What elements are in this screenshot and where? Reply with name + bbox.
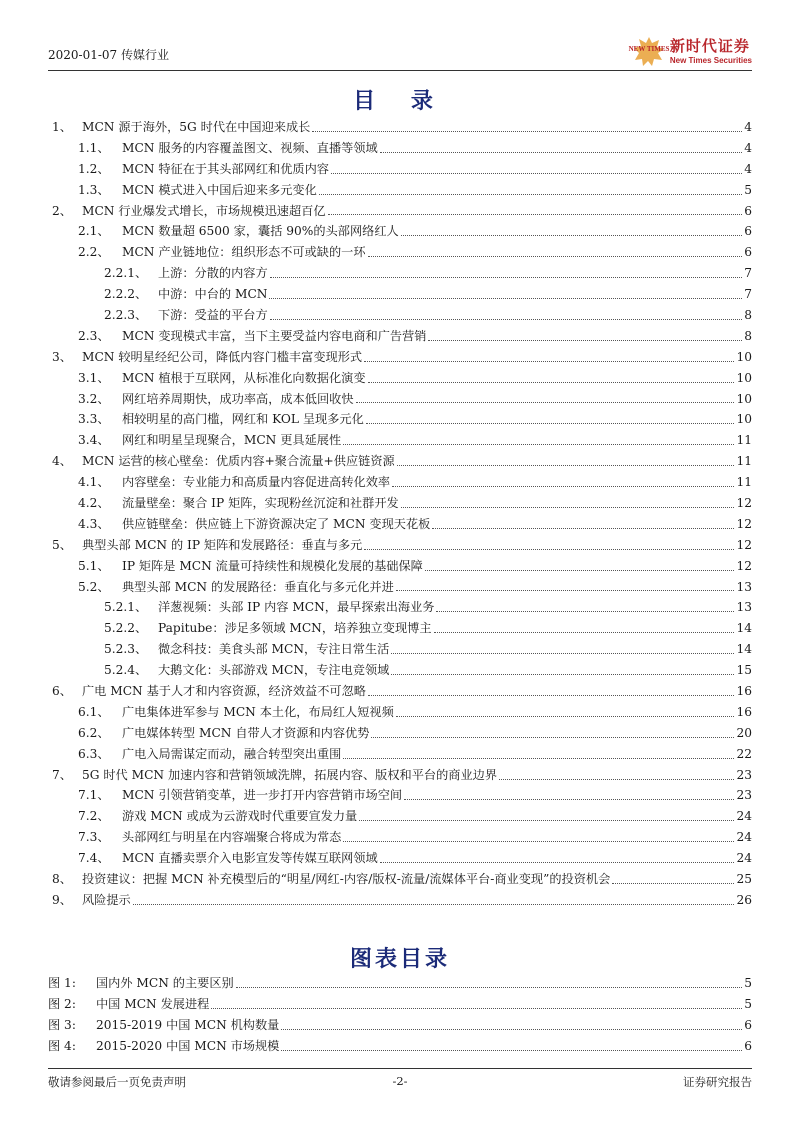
figure-entry[interactable] xyxy=(48,1036,752,1057)
toc-entry-text: 流量壁垒：聚合 IP 矩阵，实现粉丝沉淀和社群开发 xyxy=(122,496,399,511)
toc-entry-number: 3.4、 xyxy=(78,433,110,448)
page-footer xyxy=(48,1074,752,1090)
toc-entry[interactable] xyxy=(48,577,752,598)
toc-entry-text: 上游：分散的内容方 xyxy=(158,266,268,281)
toc-entry-number: 5、 xyxy=(52,537,72,552)
toc-entry-page: 10 xyxy=(736,370,752,385)
toc-entry-page: 10 xyxy=(736,412,752,427)
toc-entry-text: MCN 运营的核心壁垒：优质内容+聚合流量+供应链资源 xyxy=(82,454,395,469)
footer-divider xyxy=(48,1068,752,1069)
toc-entry[interactable] xyxy=(48,827,752,848)
toc-entry-text: 微念科技：美食头部 MCN，专注日常生活 xyxy=(158,642,390,657)
toc-entry-number: 1.2、 xyxy=(78,161,110,176)
toc-leader-dots xyxy=(312,131,742,132)
toc-entry-number: 5.2.1、 xyxy=(104,600,148,615)
figure-entry-text: 国内外 MCN 的主要区别 xyxy=(96,976,234,990)
toc-entry[interactable] xyxy=(48,890,752,911)
toc-entry-number: 4、 xyxy=(52,454,72,469)
toc-leader-dots xyxy=(343,444,734,445)
toc-entry-page: 6 xyxy=(744,245,752,260)
toc-entry-text: 游戏 MCN 或成为云游戏时代重要宣发力量 xyxy=(122,809,358,824)
toc-entry-text: IP 矩阵是 MCN 流量可持续性和规模化发展的基础保障 xyxy=(122,558,423,573)
toc-entry-number: 8、 xyxy=(52,872,72,887)
figure-leader-dots xyxy=(211,1008,742,1009)
toc-leader-dots xyxy=(380,152,743,153)
toc-entry-page: 11 xyxy=(736,475,752,490)
figure-entry-page: 6 xyxy=(744,1039,752,1053)
toc-entry[interactable] xyxy=(48,681,752,702)
figure-leader-dots xyxy=(281,1050,742,1051)
toc-entry[interactable] xyxy=(48,869,752,890)
toc-entry-number: 5.2、 xyxy=(78,579,110,594)
brand-logo xyxy=(628,34,752,70)
toc-entry-number: 9、 xyxy=(52,892,72,907)
logo-en-text: New Times Securities xyxy=(669,56,752,65)
toc-leader-dots xyxy=(612,883,734,884)
toc-entry-number: 5.2.4、 xyxy=(104,663,148,678)
footer-disclaimer: 敬请参阅最后一页免责声明 xyxy=(48,1075,186,1089)
toc-leader-dots xyxy=(364,549,734,550)
toc-leader-dots xyxy=(396,716,735,717)
toc-leader-dots xyxy=(396,590,735,591)
toc-entry-text: 典型头部 MCN 的发展路径：垂直化与多元化并进 xyxy=(122,579,394,594)
toc-entry-page: 5 xyxy=(744,182,752,197)
toc-entry-page: 4 xyxy=(744,140,752,155)
header-date-industry: 2020-01-07 传媒行业 xyxy=(48,48,170,62)
toc-leader-dots xyxy=(404,799,734,800)
toc-entry[interactable] xyxy=(48,159,752,180)
toc-entry[interactable] xyxy=(48,263,752,284)
toc-entry-number: 1.3、 xyxy=(78,182,110,197)
toc-entry-page: 8 xyxy=(744,328,752,343)
toc-leader-dots xyxy=(436,611,734,612)
toc-entry-page: 12 xyxy=(736,516,752,531)
toc-entry[interactable] xyxy=(48,180,752,201)
header-divider xyxy=(48,70,752,71)
toc-entry-text: 广电集体进军参与 MCN 本土化，布局红人短视频 xyxy=(122,704,394,719)
toc-entry-text: 风险提示 xyxy=(82,892,131,907)
toc-entry[interactable] xyxy=(48,201,752,222)
toc-entry-number: 2.2.3、 xyxy=(104,308,148,322)
toc-entry-page: 8 xyxy=(744,308,752,322)
toc-entry-number: 6.3、 xyxy=(78,746,110,761)
toc-entry-number: 4.2、 xyxy=(78,496,110,511)
toc-entry[interactable] xyxy=(48,326,752,347)
toc-leader-dots xyxy=(401,235,743,236)
figure-entry-text: 中国 MCN 发展进程 xyxy=(96,997,210,1011)
toc-entry-number: 3.3、 xyxy=(78,412,110,427)
toc-entry-page: 10 xyxy=(736,391,752,406)
toc-leader-dots xyxy=(366,423,735,424)
toc-entry-page: 16 xyxy=(736,704,752,719)
toc-entry[interactable] xyxy=(48,451,752,472)
toc-entry-page: 6 xyxy=(744,203,752,218)
toc-entry[interactable] xyxy=(48,430,752,451)
toc-entry-text: 网红培养周期快，成功率高，成本低回收快 xyxy=(122,391,354,406)
toc-entry-text: 典型头部 MCN 的 IP 矩阵和发展路径：垂直与多元 xyxy=(82,537,363,552)
toc-leader-dots xyxy=(343,758,734,759)
toc-entry-text: 中游：中台的 MCN xyxy=(158,287,268,302)
toc-entry[interactable] xyxy=(48,284,752,305)
toc-entry-page: 22 xyxy=(736,746,752,761)
toc-entry-page: 23 xyxy=(736,767,752,782)
toc-leader-dots xyxy=(356,402,735,403)
toc-leader-dots xyxy=(269,298,742,299)
toc-entry[interactable] xyxy=(48,117,752,138)
toc-leader-dots xyxy=(380,862,735,863)
toc-entry[interactable] xyxy=(48,409,752,430)
toc-entry[interactable] xyxy=(48,744,752,765)
toc-entry-text: 广电 MCN 基于人才和内容资源，经济效益不可忽略 xyxy=(82,684,366,699)
toc-entry-number: 5.2.3、 xyxy=(104,642,148,657)
toc-entry-text: MCN 源于海外，5G 时代在中国迎来成长 xyxy=(82,119,311,134)
toc-entry-page: 7 xyxy=(744,287,752,302)
figure-leader-dots xyxy=(236,987,743,988)
toc-entry-number: 3、 xyxy=(52,349,72,364)
footer-report-type: 证券研究报告 xyxy=(683,1075,752,1089)
toc-leader-dots xyxy=(434,632,735,633)
toc-entry-text: 头部网红与明星在内容端聚合将成为常态 xyxy=(122,830,342,845)
toc-entry[interactable] xyxy=(48,765,752,786)
toc-entry-page: 23 xyxy=(736,788,752,803)
toc-entry-text: MCN 直播卖票介入电影宣发等传媒互联网领域 xyxy=(122,851,378,866)
figure-entry-text: 2015-2019 中国 MCN 机构数量 xyxy=(96,1018,280,1032)
figure-entry-page: 5 xyxy=(744,997,752,1011)
toc-entry-text: 网红和明星呈现聚合，MCN 更具延展性 xyxy=(122,433,342,448)
toc-title: 目 录 xyxy=(353,89,447,114)
toc-entry-number: 7.1、 xyxy=(78,788,110,803)
toc-entry[interactable] xyxy=(48,493,752,514)
toc-entry-number: 7.3、 xyxy=(78,830,110,845)
toc-entry[interactable] xyxy=(48,242,752,263)
toc-entry[interactable] xyxy=(48,618,752,639)
toc-entry-page: 4 xyxy=(744,161,752,176)
toc-leader-dots xyxy=(392,486,734,487)
toc-entry[interactable] xyxy=(48,660,752,681)
toc-entry-page: 12 xyxy=(736,537,752,552)
toc-entry-number: 7、 xyxy=(52,767,72,782)
toc-entry-number: 5.1、 xyxy=(78,558,110,573)
toc-leader-dots xyxy=(328,214,743,215)
toc-entry[interactable] xyxy=(48,535,752,556)
toc-entry[interactable] xyxy=(48,138,752,159)
toc-leader-dots xyxy=(428,340,742,341)
toc-leader-dots xyxy=(368,695,735,696)
toc-entry-text: MCN 植根于互联网，从标准化向数据化演变 xyxy=(122,370,366,385)
toc-entry-page: 24 xyxy=(736,851,752,866)
toc-leader-dots xyxy=(499,779,734,780)
toc-entry-text: 下游：受益的平台方 xyxy=(158,308,268,322)
toc-entry-page: 12 xyxy=(736,496,752,511)
toc-entry[interactable] xyxy=(48,389,752,410)
toc-entry-text: 广电入局需谋定而动，融合转型突出重围 xyxy=(122,746,342,761)
toc-entry[interactable] xyxy=(48,221,752,242)
toc-entry-text: Papitube：涉足多领域 MCN，培养独立变现博主 xyxy=(158,621,432,636)
toc-entry-number: 6.2、 xyxy=(78,725,110,740)
toc-entry-number: 4.1、 xyxy=(78,475,110,490)
toc-entry-page: 12 xyxy=(736,558,752,573)
toc-entry[interactable] xyxy=(48,556,752,577)
toc-entry-number: 3.2、 xyxy=(78,391,110,406)
toc-entry-page: 24 xyxy=(736,830,752,845)
toc-leader-dots xyxy=(319,194,742,195)
figure-entry-page: 5 xyxy=(744,976,752,990)
toc-entry-page: 11 xyxy=(736,454,752,469)
figure-entry-page: 6 xyxy=(744,1018,752,1032)
toc-entry-text: 洋葱视频：头部 IP 内容 MCN，最早探索出海业务 xyxy=(158,600,435,615)
toc-entry-page: 15 xyxy=(736,663,752,678)
toc-entry[interactable] xyxy=(48,723,752,744)
figure-entry-number: 图 4: xyxy=(48,1039,76,1053)
toc-entry-number: 7.2、 xyxy=(78,809,110,824)
toc-leader-dots xyxy=(343,841,734,842)
toc-entry-page: 25 xyxy=(736,872,752,887)
toc-entry-text: MCN 特征在于其头部网红和优质内容 xyxy=(122,161,329,176)
figure-entry-number: 图 2: xyxy=(48,997,76,1011)
toc-entry-text: MCN 产业链地位：组织形态不可或缺的一环 xyxy=(122,245,366,260)
toc-entry-page: 7 xyxy=(744,266,752,281)
figure-entry-number: 图 1: xyxy=(48,976,76,990)
toc-leader-dots xyxy=(397,465,735,466)
toc-entry-page: 14 xyxy=(736,621,752,636)
toc-entry-number: 3.1、 xyxy=(78,370,110,385)
toc-entry[interactable] xyxy=(48,597,752,618)
toc-entry-text: 大鹅文化：头部游戏 MCN，专注电竞领域 xyxy=(158,663,390,678)
toc-entry[interactable] xyxy=(48,786,752,807)
toc-leader-dots xyxy=(371,737,734,738)
toc-entry[interactable] xyxy=(48,514,752,535)
toc-leader-dots xyxy=(391,674,734,675)
toc-leader-dots xyxy=(401,507,735,508)
toc-entry-text: MCN 服务的内容覆盖图文、视频、直播等领域 xyxy=(122,140,378,155)
toc-entry-page: 10 xyxy=(736,349,752,364)
page-header xyxy=(48,30,752,70)
toc-entry-number: 7.4、 xyxy=(78,851,110,866)
toc-entry-text: 投资建议：把握 MCN 补充模型后的“明星/网红-内容/版权-流量/流媒体平台-商业变现”的投资机会 xyxy=(82,872,611,887)
toc-entry-number: 2.2.1、 xyxy=(104,266,148,281)
figures-title: 图表目录 xyxy=(349,947,450,972)
toc-entry-text: MCN 模式进入中国后迎来多元变化 xyxy=(122,182,317,197)
toc-entry-number: 1.1、 xyxy=(78,140,110,155)
logo-mark-text: NEW TIMES xyxy=(628,45,670,53)
toc-entry[interactable] xyxy=(48,848,752,869)
toc-entry-text: 供应链壁垒：供应链上下游资源决定了 MCN 变现天花板 xyxy=(122,516,431,531)
toc-entry[interactable] xyxy=(48,639,752,660)
toc-entry-text: MCN 变现模式丰富，当下主要受益内容电商和广告营销 xyxy=(122,328,427,343)
figure-entry[interactable] xyxy=(48,1015,752,1036)
toc-entry[interactable] xyxy=(48,472,752,493)
toc-leader-dots xyxy=(368,256,743,257)
toc-entry-text: MCN 引领营销变革，进一步打开内容营销市场空间 xyxy=(122,788,403,803)
toc-leader-dots xyxy=(391,653,734,654)
toc-entry-number: 6、 xyxy=(52,684,72,699)
toc-entry-number: 5.2.2、 xyxy=(104,621,148,636)
toc-entry-text: MCN 行业爆发式增长，市场规模迅速超百亿 xyxy=(82,203,326,218)
toc-entry-page: 13 xyxy=(736,600,752,615)
figure-entry[interactable] xyxy=(48,973,752,994)
toc-entry-number: 2.2、 xyxy=(78,245,110,260)
figure-entry-number: 图 3: xyxy=(48,1018,76,1032)
figure-entry[interactable] xyxy=(48,994,752,1015)
logo-mark-icon xyxy=(628,35,670,69)
toc-entry-text: 5G 时代 MCN 加速内容和营销领域洗牌，拓展内容、版权和平台的商业边界 xyxy=(82,767,498,782)
toc-entry-text: 内容壁垒：专业能力和高质量内容促进高转化效率 xyxy=(122,475,391,490)
toc-entry-number: 2.1、 xyxy=(78,224,110,239)
toc-entry-page: 16 xyxy=(736,684,752,699)
toc-entry-page: 26 xyxy=(736,892,752,907)
toc-entry-page: 24 xyxy=(736,809,752,824)
toc-entry[interactable] xyxy=(48,702,752,723)
page-number: -2- xyxy=(392,1074,408,1088)
toc-leader-dots xyxy=(270,277,743,278)
toc-entry-page: 4 xyxy=(744,119,752,134)
toc-leader-dots xyxy=(359,820,734,821)
toc-entry-page: 20 xyxy=(736,725,752,740)
toc-entry-number: 4.3、 xyxy=(78,516,110,531)
toc-leader-dots xyxy=(270,319,743,320)
toc-entry-page: 11 xyxy=(736,433,752,448)
toc-leader-dots xyxy=(368,382,735,383)
toc-entry-page: 13 xyxy=(736,579,752,594)
figure-leader-dots xyxy=(281,1029,742,1030)
toc-leader-dots xyxy=(331,173,742,174)
toc-entry-number: 2.3、 xyxy=(78,328,110,343)
toc-entry-page: 14 xyxy=(736,642,752,657)
toc-entry[interactable] xyxy=(48,806,752,827)
toc-entry-text: MCN 数量超 6500 家，囊括 90%的头部网络红人 xyxy=(122,224,399,239)
toc-leader-dots xyxy=(133,904,735,905)
toc-leader-dots xyxy=(425,570,735,571)
figure-entry-text: 2015-2020 中国 MCN 市场规模 xyxy=(96,1039,280,1053)
toc-entry-text: 广电媒体转型 MCN 自带人才资源和内容优势 xyxy=(122,725,370,740)
toc-entry-number: 6.1、 xyxy=(78,704,110,719)
toc-entry-page: 6 xyxy=(744,224,752,239)
toc-entry-text: 相较明星的高门槛，网红和 KOL 呈现多元化 xyxy=(122,412,364,427)
toc-leader-dots xyxy=(364,361,734,362)
toc-entry[interactable] xyxy=(48,368,752,389)
toc-entry-number: 2、 xyxy=(52,203,72,218)
logo-cn-text: 新时代证券 xyxy=(669,37,750,55)
toc-leader-dots xyxy=(432,528,734,529)
toc-entry[interactable] xyxy=(48,305,752,326)
figures-list xyxy=(48,973,752,1057)
toc-entry-number: 1、 xyxy=(52,119,72,134)
toc-list xyxy=(48,117,752,911)
toc-entry[interactable] xyxy=(48,347,752,368)
toc-entry-number: 2.2.2、 xyxy=(104,287,148,302)
toc-entry-text: MCN 较明星经纪公司，降低内容门槛丰富变现形式 xyxy=(82,349,363,364)
